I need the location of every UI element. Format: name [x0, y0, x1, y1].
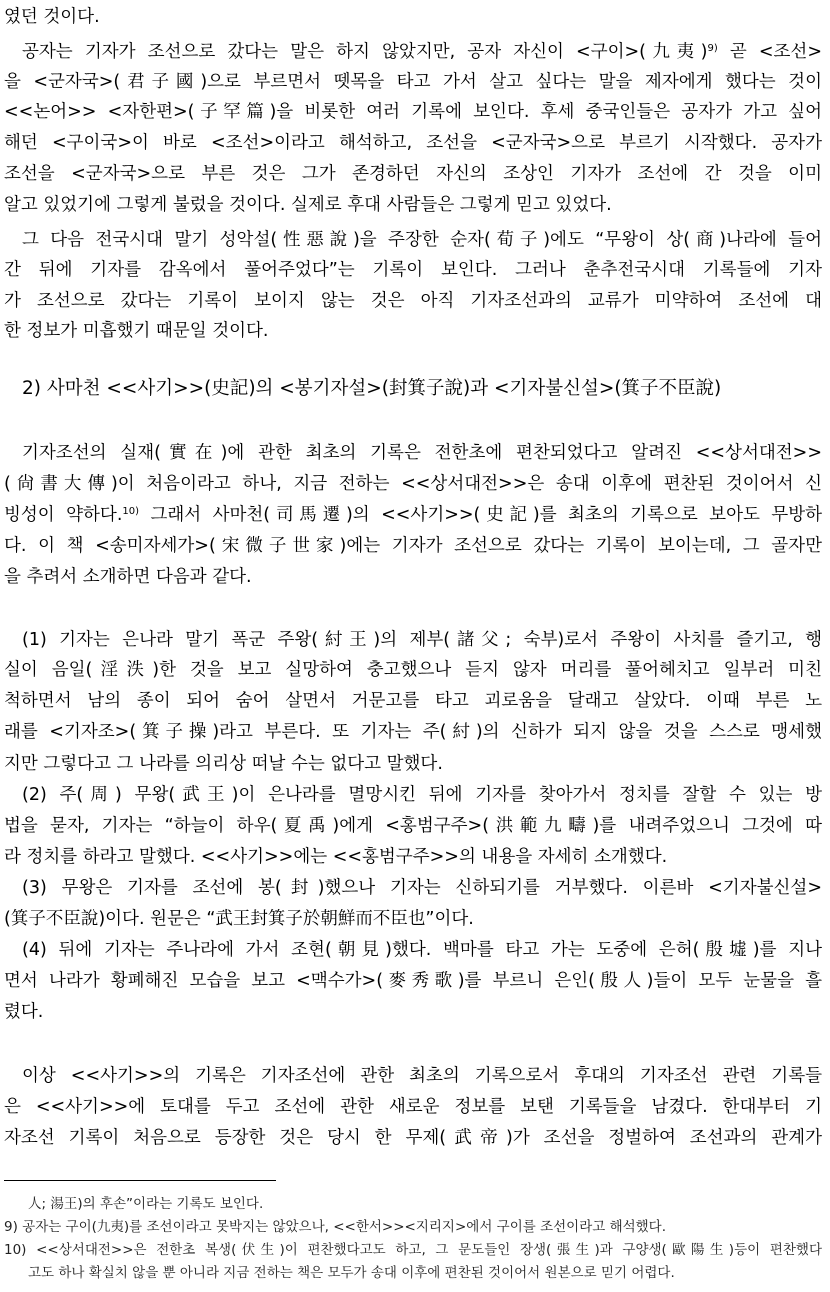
body-line: 자조선 기록이 처음으로 등장한 것은 당시 한 무제(武帝)가 조선을 정벌하여 조선과의 관계가 — [4, 1128, 822, 1148]
body-line: 기자조선의 실재(實在)에 관한 최초의 기록은 전한초에 편찬되었다고 알려진 <<상서대전>> — [22, 443, 822, 463]
list-item-line: (1) 기자는 은나라 말기 폭군 주왕(紂王)의 제부(諸父; 숙부)로서 주왕이 사치를 즐기고, 행 — [22, 630, 822, 650]
list-item-line: 래를 <기자조>(箕子操)라고 부른다. 또 기자는 주(紂)의 신하가 되지 않을 것을 스스로 맹세했 — [4, 722, 822, 742]
body-line: 였던 것이다. — [4, 7, 100, 27]
footnote-9: 9) 공자는 구이(九夷)를 조선이라고 못박지는 않았으나, <<한서>><지리지>에서 구이를 조선이라고 해석했다. — [4, 1219, 667, 1235]
list-item-line: 척하면서 남의 종이 되어 숨어 살면서 거문고를 타고 괴로움을 달래고 살았다. 이때 부른 노 — [4, 691, 822, 711]
body-line: 공자는 기자가 조선으로 갔다는 말은 하지 않았지만, 공자 자신이 <구이>(九夷)$^{9)}$ 곧 <조선> — [22, 42, 822, 62]
list-item-line: (箕子不臣說)이다. 원문은 “武王封箕子於朝鮮而不臣也”이다. — [4, 909, 474, 929]
body-line: 을 추려서 소개하면 다음과 같다. — [4, 567, 252, 587]
list-item-line: 법을 묻자, 기자는 “하늘이 하우(夏禹)에게 <홍범구주>(洪範九疇)를 내려주었으니 그것에 따 — [4, 816, 822, 836]
body-line: 알고 있었기에 그렇게 불렀을 것이다. 실제로 후대 사람들은 그렇게 믿고 있었다. — [4, 195, 612, 215]
body-line: 가 조선으로 갔다는 기록이 보이지 않는 것은 아직 기자조선과의 교류가 미약하여 조선에 대 — [4, 291, 822, 311]
body-line: 을 <군자국>(君子國)으로 부르면서 뗏목을 타고 가서 살고 싶다는 말을 제자에게 했다는 것이 — [4, 72, 822, 92]
list-item-line: 지만 그렇다고 그 나라를 의리상 떠날 수는 없다고 말했다. — [4, 754, 443, 774]
footnote-ref: 9) — [707, 43, 718, 54]
list-item-line: (2) 주(周) 무왕(武王)이 은나라를 멸망시킨 뒤에 기자를 찾아가서 정치를 잘할 수 있는 방 — [22, 785, 822, 805]
section-heading: 2) 사마천 <<사기>>(史記)의 <봉기자설>(封箕子說)과 <기자불신설>(箕子不臣說) — [22, 378, 722, 399]
body-line: (尙書大傳)이 처음이라고 하나, 지금 전하는 <<상서대전>>은 송대 이후에 편찬된 것이어서 신 — [4, 474, 822, 494]
footnote-10-cont: 고도 하나 확실치 않을 뿐 아니라 지금 전하는 책은 모두가 송대 이후에 편찬된 것이어서 원본으로 믿기 어렵다. — [28, 1265, 675, 1281]
body-line: <<논어>> <자한편>(子罕篇)을 비롯한 여러 기록에 보인다. 후세 중국인들은 공자가 가고 싶어 — [4, 102, 822, 122]
footnote-ref: 10) — [122, 506, 140, 517]
list-item-line: (3) 무왕은 기자를 조선에 봉(封)했으나 기자는 신하되기를 거부했다. 이른바 <기자불신설> — [22, 878, 822, 898]
footnote-10: 10) <<상서대전>>은 전한초 복생(伏生)이 편찬했다고도 하고, 그 문도들인 장생(張生)과 구양생(歐陽生)등이 편찬했다 — [4, 1242, 822, 1258]
body-line: 이상 <<사기>>의 기록은 기자조선에 관한 최초의 기록으로서 후대의 기자조선 관련 기록들 — [22, 1066, 822, 1086]
body-line: 해던 <구이국>이 바로 <조선>이라고 해석하고, 조선을 <군자국>으로 부르기 시작했다. 공자가 — [4, 133, 822, 153]
list-item-line: 라 정치를 하라고 말했다. <<사기>>에는 <<홍범구주>>의 내용을 자세히 소개했다. — [4, 847, 668, 867]
body-line: 은 <<사기>>에 토대를 두고 조선에 관한 새로운 정보를 보탠 기록들을 남겼다. 한대부터 기 — [4, 1097, 822, 1117]
list-item-line: 실이 음일(淫泆)한 것을 보고 실망하여 충고했으나 듣지 않자 머리를 풀어헤치고 일부러 미친 — [4, 660, 822, 680]
body-line: 한 정보가 미흡했기 때문일 것이다. — [4, 321, 269, 341]
footnote-divider — [4, 1180, 276, 1181]
list-item-line: 면서 나라가 황폐해진 모습을 보고 <맥수가>(麥秀歌)를 부르니 은인(殷人)들이 모두 눈물을 흘 — [4, 971, 822, 991]
footnote-line: 人; 湯王)의 후손”이라는 기록도 보인다. — [28, 1196, 264, 1212]
body-line: 그 다음 전국시대 말기 성악설(性惡說)을 주장한 순자(荀子)에도 “무왕이 상(商)나라에 들어 — [22, 230, 822, 250]
body-line: 다. 이 책 <송미자세가>(宋微子世家)에는 기자가 조선으로 갔다는 기록이 보이는데, 그 골자만 — [4, 536, 822, 556]
body-line: 빙성이 약하다.$^{10)}$ 그래서 사마천(司馬遷)의 <<사기>>(史記)를 최초의 기록으로 보아도 무방하 — [4, 505, 823, 525]
body-line: 조선을 <군자국>으로 부른 것은 그가 존경하던 자신의 조상인 기자가 조선에 간 것을 이미 — [4, 164, 822, 184]
list-item-line: 렸다. — [4, 1002, 44, 1022]
body-line: 간 뒤에 기자를 감옥에서 풀어주었다”는 기록이 보인다. 그러나 춘추전국시대 기록들에 기자 — [4, 260, 822, 280]
list-item-line: (4) 뒤에 기자는 주나라에 가서 조현(朝見)했다. 백마를 타고 가는 도중에 은허(殷墟)를 지나 — [22, 940, 822, 960]
